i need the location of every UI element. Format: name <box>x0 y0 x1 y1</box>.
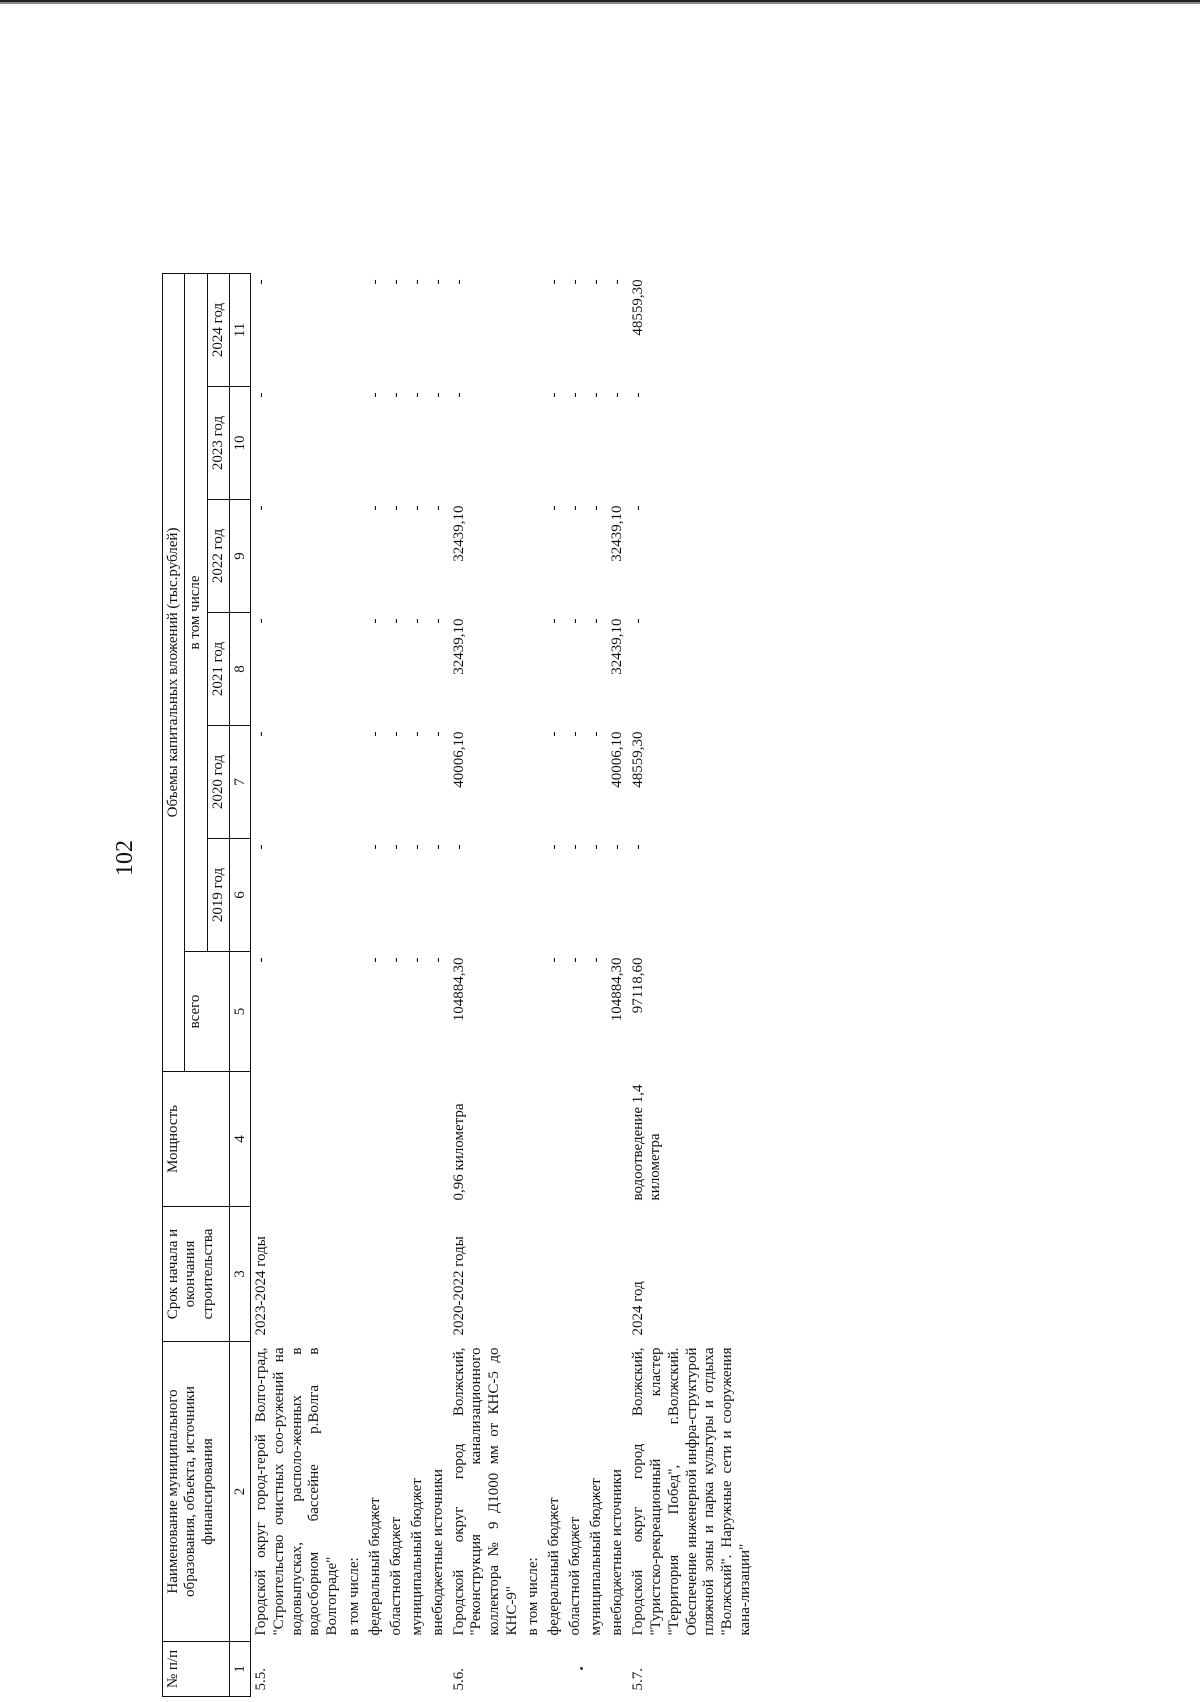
source-value: - <box>387 957 404 963</box>
source-value: - <box>429 618 446 624</box>
source-value: - <box>567 844 584 850</box>
source-value: - <box>588 618 605 624</box>
source-value: - <box>408 957 425 963</box>
source-value: - <box>588 392 605 398</box>
source-value: - <box>567 279 584 285</box>
source-name: муниципальный бюджет <box>588 1478 605 1636</box>
object-name: Городской округ город Волжский, "Реконструкция канализационного коллектора № 9 Д1000 мм от КНС-5 до КНС-9" <box>450 1347 520 1636</box>
rotated-table-container <box>162 67 1200 1697</box>
source-value: - <box>387 392 404 398</box>
including-label: в том числе: <box>345 1557 362 1636</box>
source-value: - <box>408 392 425 398</box>
source-value: - <box>366 279 383 285</box>
source-value: - <box>567 957 584 963</box>
table-row <box>449 66 524 1696</box>
source-value: - <box>429 844 446 850</box>
source-value: - <box>546 392 563 398</box>
including-label: в том числе: <box>525 1557 542 1636</box>
value-2019: - <box>450 844 467 850</box>
source-value: - <box>588 731 605 737</box>
source-value: - <box>609 279 626 285</box>
value-2021: 32439,10 <box>450 618 467 675</box>
source-value: - <box>567 392 584 398</box>
table-row <box>407 66 428 1696</box>
col-number: 4 <box>229 1072 251 1207</box>
value-2023: - <box>630 392 647 398</box>
col-number: 10 <box>229 387 251 500</box>
source-name: внебюджетные источники <box>609 1469 626 1636</box>
value-2020: 48559,30 <box>630 731 647 788</box>
header-year: 2023 год <box>207 387 229 500</box>
source-value: - <box>408 618 425 624</box>
table-row <box>586 66 607 1696</box>
col-number: 11 <box>229 273 251 386</box>
source-value: - <box>366 731 383 737</box>
source-value: - <box>567 618 584 624</box>
table-row <box>544 66 565 1696</box>
source-value: - <box>588 957 605 963</box>
table-row <box>565 66 586 1696</box>
source-name: федеральный бюджет <box>546 1497 563 1636</box>
source-value: - <box>546 618 563 624</box>
table-row <box>386 66 407 1696</box>
header-name: Наименование муниципального образования, объекта, источники финансирования <box>163 1342 230 1642</box>
value-total: - <box>253 957 270 963</box>
table-row <box>344 66 365 1696</box>
header-year: 2020 год <box>207 726 229 839</box>
source-value: - <box>588 505 605 511</box>
source-value: 104884,30 <box>609 957 626 1022</box>
source-value: - <box>429 731 446 737</box>
value-2021: - <box>253 618 270 624</box>
object-term: 2023-2024 годы <box>253 1236 270 1336</box>
source-value: - <box>609 844 626 850</box>
value-2019: - <box>253 844 270 850</box>
col-number: 2 <box>229 1342 251 1642</box>
source-name: муниципальный бюджет <box>408 1478 425 1636</box>
table-row <box>628 66 756 1696</box>
object-capacity: 0,96 километра <box>450 1103 467 1201</box>
source-value: - <box>366 844 383 850</box>
object-capacity: водоотведение 1,4 километра <box>630 1084 664 1201</box>
source-value: - <box>546 279 563 285</box>
table-row <box>251 66 344 1696</box>
value-total: 97118,60 <box>630 957 647 1014</box>
value-2020: 40006,10 <box>450 731 467 788</box>
source-value: - <box>429 505 446 511</box>
object-term: 2024 год <box>630 1281 647 1336</box>
value-2024: - <box>450 279 467 285</box>
source-name: областной бюджет <box>387 1516 404 1636</box>
source-value: 32439,10 <box>609 505 626 562</box>
object-name: Городской округ город-герой Волго-град, "Строительство очистных соо-ружений на водовыпусках, располо-женных в водосборном бассейне р.Волга в Волгограде" <box>253 1347 340 1636</box>
col-number: 7 <box>229 726 251 839</box>
row-num: 5.5. <box>253 1668 270 1691</box>
header-term: Срок начала и окончания строительства <box>163 1207 230 1342</box>
col-number: 3 <box>229 1207 251 1342</box>
source-value: - <box>588 279 605 285</box>
source-name: внебюджетные источники <box>429 1469 446 1636</box>
object-term: 2020-2022 годы <box>450 1236 467 1336</box>
header-num: № п/п <box>163 1642 230 1697</box>
value-2020: - <box>253 731 270 737</box>
object-name: Городской округ город Волжский, "Туристско-рекреационный кластер "Территория Побед", г.Волжский. Обеспечение инженерной инфра-структурой пляжной зоны и парка культуры и отдыха "Волжский". Наружные сети и сооружения кана-лизации" <box>630 1347 753 1636</box>
header-year: 2024 год <box>207 273 229 386</box>
page-number: 102 <box>112 840 138 876</box>
source-value: - <box>408 844 425 850</box>
value-2024: 48559,30 <box>630 279 647 336</box>
source-value: - <box>366 618 383 624</box>
source-value: - <box>546 505 563 511</box>
source-name: федеральный бюджет <box>366 1497 383 1636</box>
source-value: - <box>366 505 383 511</box>
capital-investment-table <box>162 66 756 1697</box>
source-value: - <box>387 618 404 624</box>
value-2022: - <box>253 505 270 511</box>
table-row <box>365 66 386 1696</box>
value-2023: - <box>253 392 270 398</box>
source-value: - <box>609 392 626 398</box>
value-2019: - <box>630 844 647 850</box>
row-num: 5.7. <box>630 1668 647 1691</box>
value-2022: 32439,10 <box>450 505 467 562</box>
source-value: - <box>408 505 425 511</box>
header-total: всего <box>185 952 230 1072</box>
source-value: - <box>429 957 446 963</box>
object-capacity <box>251 1072 344 1207</box>
source-value: - <box>366 392 383 398</box>
source-value: - <box>546 957 563 963</box>
source-value: - <box>429 279 446 285</box>
source-value: - <box>408 731 425 737</box>
header-year: 2019 год <box>207 839 229 952</box>
source-value: - <box>546 844 563 850</box>
value-2024: - <box>253 279 270 285</box>
source-name: областной бюджет <box>567 1516 584 1636</box>
header-volumes: Объемы капитальных вложений (тыс.рублей) <box>163 273 185 1071</box>
value-total: 104884,30 <box>450 957 467 1022</box>
source-value: - <box>387 731 404 737</box>
source-value: - <box>408 279 425 285</box>
header-including: в том числе <box>185 273 207 951</box>
col-number: 9 <box>229 500 251 613</box>
source-value: - <box>546 731 563 737</box>
source-value: - <box>567 731 584 737</box>
scan-edge-line <box>0 0 1200 6</box>
source-value: - <box>387 844 404 850</box>
source-value: - <box>366 957 383 963</box>
source-value: - <box>567 505 584 511</box>
header-year: 2021 год <box>207 613 229 726</box>
col-number: 5 <box>229 952 251 1072</box>
table-row <box>523 66 544 1696</box>
table-row <box>428 66 449 1696</box>
header-capacity: Мощность <box>163 1072 230 1207</box>
source-value: - <box>429 392 446 398</box>
source-value: - <box>588 844 605 850</box>
header-year: 2022 год <box>207 500 229 613</box>
source-value: - <box>387 505 404 511</box>
value-2021: - <box>630 618 647 624</box>
source-value: 32439,10 <box>609 618 626 675</box>
source-value: - <box>387 279 404 285</box>
source-value: 40006,10 <box>609 731 626 788</box>
col-number: 6 <box>229 839 251 952</box>
row-num: 5.6. <box>450 1668 467 1691</box>
col-number: 1 <box>229 1642 251 1697</box>
col-number: 8 <box>229 613 251 726</box>
value-2023: - <box>450 392 467 398</box>
value-2022: - <box>630 505 647 511</box>
table-row <box>607 66 628 1696</box>
